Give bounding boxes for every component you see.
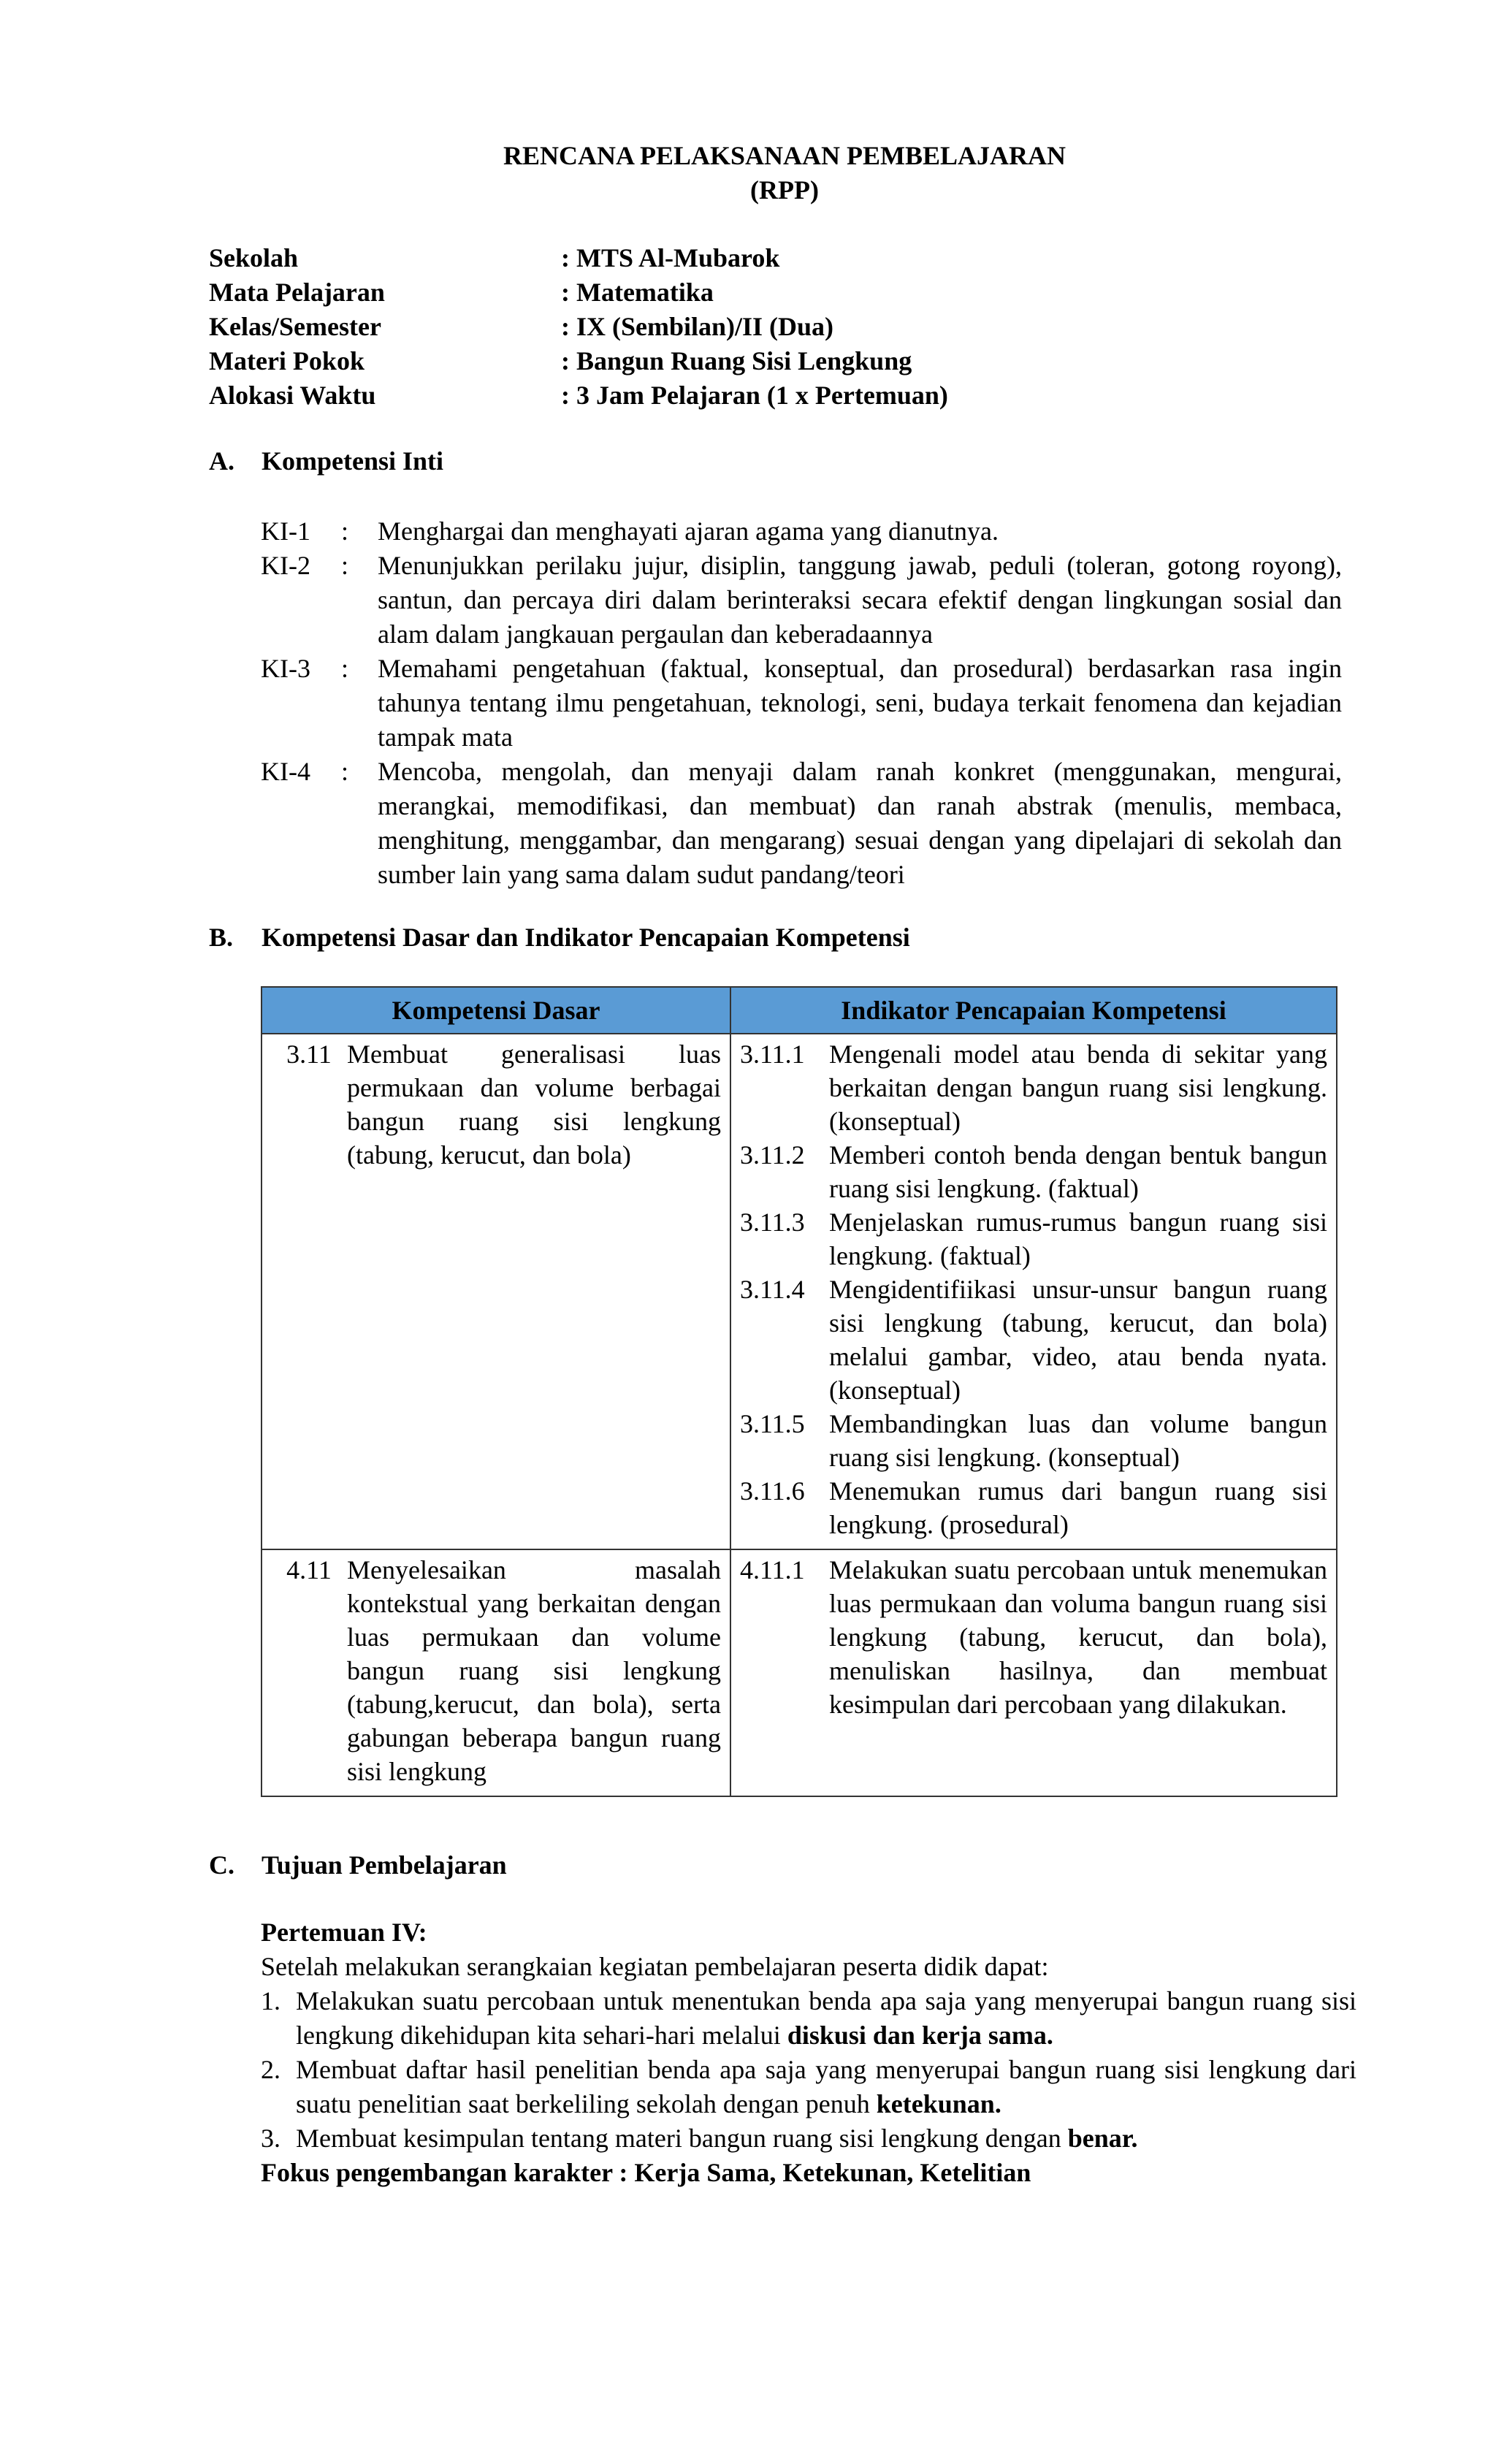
indicator-item <box>740 1138 1327 1205</box>
goal-number: 3. <box>261 2124 280 2153</box>
table-row <box>262 1549 1337 1796</box>
indicator-text: Melakukan suatu percobaan untuk menemukan luas permukaan dan voluma bangun ruang sisi lengkung (tabung, kerucut, dan bola), menuliskan hasilnya, dan membuat kesimpulan dari percobaan yang dilakukan. <box>829 1555 1327 1719</box>
info-value: : 3 Jam Pelajaran (1 x Pertemuan) <box>561 381 948 410</box>
section-heading-kompetensi-inti <box>209 444 443 478</box>
ki-item <box>261 755 1342 892</box>
indicator-number: 4.11.1 <box>740 1555 805 1584</box>
info-label: Mata Pelajaran <box>209 278 385 307</box>
kd-item <box>271 1037 721 1172</box>
ki-colon: : <box>341 757 349 786</box>
info-value: : IX (Sembilan)/II (Dua) <box>561 312 834 341</box>
info-value: : MTS Al-Mubarok <box>561 243 780 272</box>
info-row-subject <box>209 275 948 310</box>
section-heading-kompetensi-dasar <box>209 920 910 955</box>
indicator-number: 3.11.2 <box>740 1140 805 1170</box>
section-letter: A. <box>209 446 234 476</box>
indicator-number: 3.11.5 <box>740 1409 805 1438</box>
section-title: Tujuan Pembelajaran <box>262 1850 507 1880</box>
ki-colon: : <box>341 551 349 580</box>
indicator-text: Membandingkan luas dan volume bangun ruang sisi lengkung. (konseptual) <box>829 1409 1327 1472</box>
info-label: Sekolah <box>209 243 299 272</box>
section-letter: B. <box>209 923 234 952</box>
section-heading-tujuan <box>209 1848 507 1883</box>
section-title: Kompetensi Inti <box>262 446 444 476</box>
indicator-cell <box>730 1549 1337 1796</box>
goal-number: 1. <box>261 1986 280 2015</box>
ki-text: Menghargai dan menghayati ajaran agama yang dianutnya. <box>378 516 999 546</box>
goal-body: Membuat daftar hasil penelitian benda apa saja yang menyerupai bangun ruang sisi lengkung dari suatu penelitian saat berkeliling sekolah dengan penuh <box>296 2055 1356 2118</box>
info-row-school <box>209 241 948 275</box>
goal-text <box>296 2121 1356 2156</box>
kd-cell <box>262 1034 730 1549</box>
kd-text: Membuat generalisasi luas permukaan dan volume berbagai bangun ruang sisi lengkung (tabung, kerucut, dan bola) <box>347 1040 721 1170</box>
document-subtitle: (RPP) <box>750 175 819 205</box>
ki-item <box>261 549 1342 652</box>
goal-text <box>296 1984 1356 2053</box>
ki-code: KI-4 <box>261 757 310 786</box>
indicator-cell <box>730 1034 1337 1549</box>
ki-text: Memahami pengetahuan (faktual, konseptual, dan prosedural) berdasarkan rasa ingin tahunya tentang ilmu pengetahuan, teknologi, seni, budaya terkait fenomena dan kejadian tampak mata <box>378 654 1342 752</box>
info-label: Alokasi Waktu <box>209 381 376 410</box>
ki-colon: : <box>341 654 349 683</box>
ki-colon: : <box>341 516 349 546</box>
list-item <box>261 1984 1356 2053</box>
indicator-item <box>740 1205 1327 1273</box>
goal-emphasis: benar. <box>1067 2124 1138 2153</box>
kd-number: 4.11 <box>286 1555 332 1584</box>
column-header-indikator: Indikator Pencapaian Kompetensi <box>730 987 1337 1034</box>
indicator-item <box>740 1474 1327 1541</box>
ki-code: KI-2 <box>261 551 310 580</box>
ki-text: Mencoba, mengolah, dan menyaji dalam ranah konkret (menggunakan, mengurai, merangkai, memodifikasi, dan membuat) dan ranah abstrak (menulis, membaca, menghitung, menggambar, dan mengarang) sesuai dengan yang dipelajari di sekolah dan sumber lain yang sama dalam sudut pandang/teori <box>378 757 1342 889</box>
info-row-topic <box>209 344 948 378</box>
goal-text <box>296 2053 1356 2121</box>
section-letter: C. <box>209 1850 234 1880</box>
ki-text: Menunjukkan perilaku jujur, disiplin, tanggung jawab, peduli (toleran, gotong royong), santun, dan percaya diri dalam berinteraksi secara efektif dengan lingkungan sosial dan alam dalam jangkauan pergaulan dan keberadaannya <box>378 551 1342 649</box>
character-focus: Fokus pengembangan karakter : Kerja Sama, Ketekunan, Ketelitian <box>261 2158 1031 2187</box>
identity-block <box>209 241 948 413</box>
indicator-text: Mengenali model atau benda di sekitar yang berkaitan dengan bangun ruang sisi lengkung. (konseptual) <box>829 1040 1327 1136</box>
section-title: Kompetensi Dasar dan Indikator Pencapaian Kompetensi <box>262 923 910 952</box>
indicator-item <box>740 1407 1327 1474</box>
meeting-title: Pertemuan IV: <box>261 1918 427 1947</box>
indicator-item <box>740 1037 1327 1138</box>
kd-text: Menyelesaikan masalah kontekstual yang berkaitan dengan luas permukaan dan volume bangun ruang sisi lengkung (tabung,kerucut, dan bola), serta gabungan beberapa bangun ruang sisi lengkung <box>347 1555 721 1786</box>
info-label: Kelas/Semester <box>209 312 381 341</box>
document-title: RENCANA PELAKSANAAN PEMBELAJARAN <box>503 141 1066 170</box>
goal-emphasis: ketekunan. <box>876 2089 1001 2118</box>
column-header-kompetensi-dasar: Kompetensi Dasar <box>262 987 730 1034</box>
goal-body: Melakukan suatu percobaan untuk menentukan benda apa saja yang menyerupai bangun ruang sisi lengkung dikehidupan kita sehari-hari melalui <box>296 1986 1356 2050</box>
kd-item <box>271 1553 721 1788</box>
competency-table <box>261 986 1337 1797</box>
indicator-number: 3.11.3 <box>740 1208 805 1237</box>
indicator-text: Menjelaskan rumus-rumus bangun ruang sisi lengkung. (faktual) <box>829 1208 1327 1270</box>
objectives-intro: Setelah melakukan serangkaian kegiatan pembelajaran peserta didik dapat: <box>261 1952 1049 1981</box>
list-item <box>261 2121 1356 2156</box>
indicator-number: 3.11.1 <box>740 1040 805 1069</box>
table-header-row <box>262 987 1337 1034</box>
info-row-time <box>209 378 948 413</box>
list-item <box>261 2053 1356 2121</box>
ki-code: KI-1 <box>261 516 310 546</box>
info-value: : Bangun Ruang Sisi Lengkung <box>561 346 912 375</box>
kd-cell <box>262 1549 730 1796</box>
indicator-item <box>740 1273 1327 1407</box>
indicator-text: Menemukan rumus dari bangun ruang sisi lengkung. (prosedural) <box>829 1476 1327 1539</box>
kompetensi-inti-list <box>261 514 1342 892</box>
goal-body: Membuat kesimpulan tentang materi bangun ruang sisi lengkung dengan <box>296 2124 1068 2153</box>
indicator-text: Mengidentifiikasi unsur-unsur bangun ruang sisi lengkung (tabung, kerucut, dan bola) melalui gambar, video, atau benda nyata. (konseptual) <box>829 1275 1327 1405</box>
kd-number: 3.11 <box>286 1040 332 1069</box>
info-row-class <box>209 310 948 344</box>
goal-number: 2. <box>261 2055 280 2084</box>
table-row <box>262 1034 1337 1549</box>
info-label: Materi Pokok <box>209 346 365 375</box>
info-value: : Matematika <box>561 278 714 307</box>
indicator-item <box>740 1553 1327 1721</box>
indicator-text: Memberi contoh benda dengan bentuk bangun ruang sisi lengkung. (faktual) <box>829 1140 1327 1203</box>
ki-item <box>261 514 1342 549</box>
ki-item <box>261 652 1342 755</box>
learning-objectives <box>261 1915 1356 2190</box>
ki-code: KI-3 <box>261 654 310 683</box>
goal-emphasis: diskusi dan kerja sama. <box>787 2021 1053 2050</box>
indicator-number: 3.11.4 <box>740 1275 805 1304</box>
indicator-number: 3.11.6 <box>740 1476 805 1506</box>
